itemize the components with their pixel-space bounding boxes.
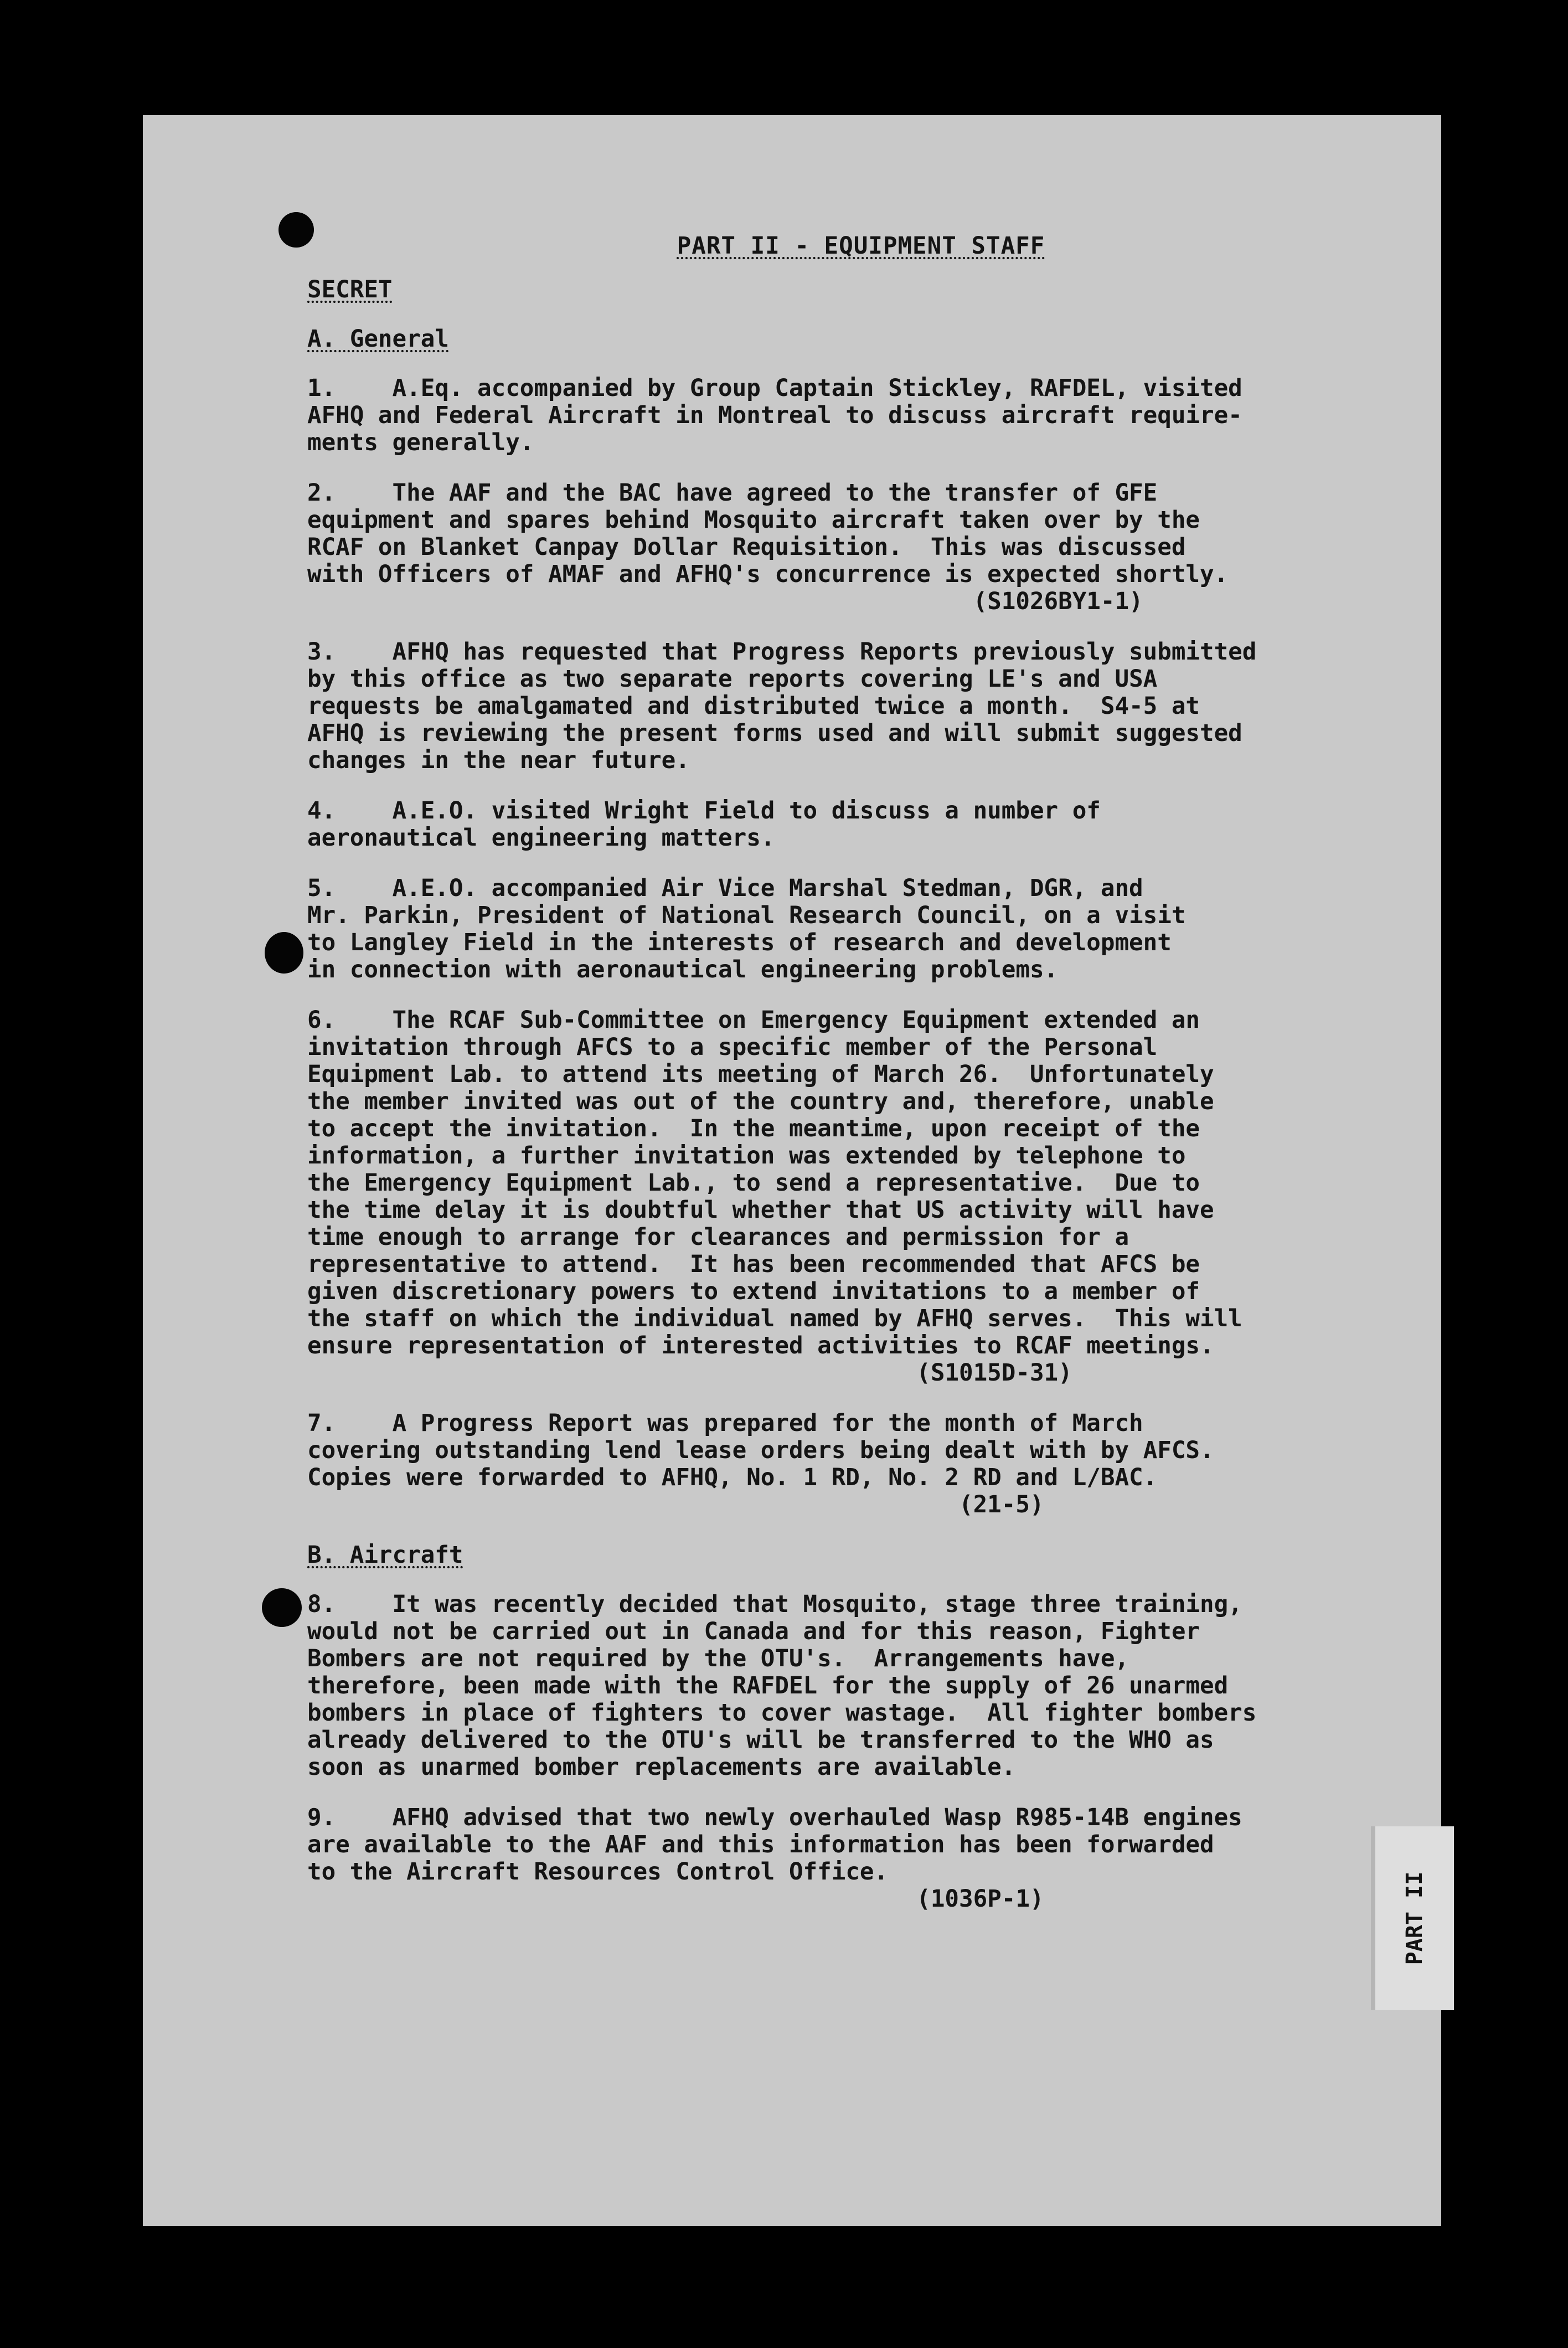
classification-marking: SECRET: [307, 276, 393, 303]
paragraph-4: [307, 797, 1415, 852]
file-reference: (S1026BY1-1): [307, 588, 1143, 615]
text-line: 3. AFHQ has requested that Progress Reports previously submitted: [307, 639, 1257, 666]
text-line: Bombers are not required by the OTU's. Arrangements have,: [307, 1645, 1129, 1672]
text-line: ensure representation of interested activities to RCAF meetings.: [307, 1332, 1214, 1360]
text-line: 1. A.Eq. accompanied by Group Captain Stickley, RAFDEL, visited: [307, 375, 1242, 402]
paragraph-8: [307, 1591, 1415, 1781]
text-line: to Langley Field in the interests of research and development: [307, 929, 1172, 956]
text-line: the staff on which the individual named by AFHQ serves. This will: [307, 1305, 1242, 1332]
page-title: PART II - EQUIPMENT STAFF: [677, 233, 1045, 260]
text-line: the time delay it is doubtful whether that US activity will have: [307, 1197, 1214, 1224]
text-line: to accept the invitation. In the meantime, upon receipt of the: [307, 1115, 1200, 1142]
paragraph-6: [307, 1007, 1415, 1387]
text-line: by this office as two separate reports covering LE's and USA: [307, 666, 1158, 693]
paragraph-3: [307, 639, 1415, 774]
file-reference: (21-5): [307, 1491, 1044, 1518]
text-line: invitation through AFCS to a specific member of the Personal: [307, 1034, 1158, 1061]
text-line: AFHQ and Federal Aircraft in Montreal to discuss aircraft require-: [307, 402, 1242, 429]
punch-hole-bottom: [262, 1588, 302, 1627]
text-line: the Emergency Equipment Lab., to send a representative. Due to: [307, 1170, 1200, 1197]
text-line: RCAF on Blanket Canpay Dollar Requisition. This was discussed: [307, 534, 1186, 561]
text-line: are available to the AAF and this information has been forwarded: [307, 1831, 1214, 1858]
punch-hole-middle: [265, 932, 303, 974]
text-line: 9. AFHQ advised that two newly overhauled Wasp R985-14B engines: [307, 1804, 1242, 1831]
text-line: the member invited was out of the country and, therefore, unable: [307, 1088, 1214, 1115]
text-line: 6. The RCAF Sub-Committee on Emergency Equipment extended an: [307, 1007, 1200, 1034]
text-line: therefore, been made with the RAFDEL for the supply of 26 unarmed: [307, 1672, 1229, 1700]
text-line: 7. A Progress Report was prepared for the month of March: [307, 1410, 1143, 1437]
text-line: 2. The AAF and the BAC have agreed to the transfer of GFE: [307, 480, 1158, 507]
text-line: 5. A.E.O. accompanied Air Vice Marshal Stedman, DGR, and: [307, 875, 1143, 902]
text-line: equipment and spares behind Mosquito aircraft taken over by the: [307, 507, 1200, 534]
text-line: Equipment Lab. to attend its meeting of March 26. Unfortunately: [307, 1061, 1214, 1088]
paragraph-7: [307, 1410, 1415, 1518]
text-line: soon as unarmed bomber replacements are available.: [307, 1754, 1016, 1781]
text-line: Copies were forwarded to AFHQ, No. 1 RD, No. 2 RD and L/BAC.: [307, 1464, 1158, 1491]
text-line: to the Aircraft Resources Control Office.: [307, 1858, 889, 1886]
text-line: AFHQ is reviewing the present forms used and will submit suggested: [307, 720, 1242, 747]
text-line: time enough to arrange for clearances and permission for a: [307, 1224, 1129, 1251]
text-line: 8. It was recently decided that Mosquito, stage three training,: [307, 1591, 1242, 1618]
section-heading-general: A. General: [307, 326, 449, 353]
text-line: would not be carried out in Canada and for this reason, Fighter: [307, 1618, 1200, 1645]
text-line: aeronautical engineering matters.: [307, 825, 775, 852]
document-body: [307, 233, 1415, 1936]
file-reference: (1036P-1): [307, 1886, 1044, 1913]
file-reference: (S1015D-31): [307, 1360, 1072, 1387]
paragraph-2: [307, 480, 1415, 615]
text-line: information, a further invitation was extended by telephone to: [307, 1142, 1186, 1170]
text-line: changes in the near future.: [307, 747, 690, 774]
text-line: ments generally.: [307, 429, 534, 456]
text-line: representative to attend. It has been recommended that AFCS be: [307, 1251, 1200, 1278]
text-line: with Officers of AMAF and AFHQ's concurrence is expected shortly.: [307, 561, 1229, 588]
text-line: requests be amalgamated and distributed twice a month. S4-5 at: [307, 693, 1200, 720]
text-line: given discretionary powers to extend invitations to a member of: [307, 1278, 1200, 1305]
tab-label: PART II: [1402, 1871, 1427, 1965]
text-line: in connection with aeronautical engineering problems.: [307, 956, 1059, 984]
section-heading-aircraft: B. Aircraft: [307, 1542, 463, 1569]
text-line: bombers in place of fighters to cover wastage. All fighter bombers: [307, 1700, 1257, 1727]
text-line: already delivered to the OTU's will be transferred to the WHO as: [307, 1727, 1214, 1754]
text-line: Mr. Parkin, President of National Research Council, on a visit: [307, 902, 1186, 929]
paragraph-5: [307, 875, 1415, 984]
text-line: 4. A.E.O. visited Wright Field to discuss a number of: [307, 797, 1101, 825]
paragraph-9: [307, 1804, 1415, 1913]
text-line: covering outstanding lend lease orders being dealt with by AFCS.: [307, 1437, 1214, 1464]
paragraph-1: [307, 375, 1415, 456]
